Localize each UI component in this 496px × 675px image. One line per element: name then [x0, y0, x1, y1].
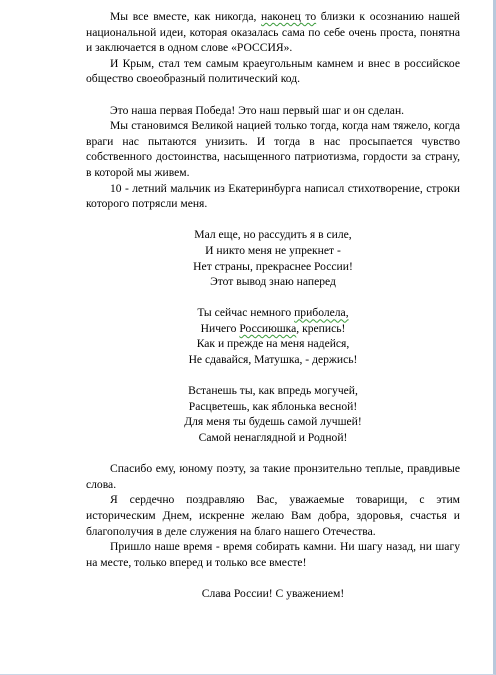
spellcheck-flagged-word[interactable]: приболела, — [294, 306, 349, 320]
paragraph-thanks: Спасибо ему, юному поэту, за такие пронзительно теплые, правдивые слова. — [86, 462, 460, 491]
paragraph-time-to-gather: Пришло наше время - время собирать камни. Ни шагу назад, ни шагу на месте, только вперед и только все вместе! — [86, 540, 460, 569]
paragraph-text: Мы все вместе, как никогда, — [110, 10, 262, 23]
poem-line: Мал еще, но рассудить я в силе, — [194, 228, 352, 242]
poem-line: Для меня ты будешь самой лучшей! — [184, 415, 362, 429]
poem-line — [86, 305, 460, 321]
blank-line — [86, 87, 460, 103]
blank-line — [86, 446, 460, 462]
closing-line: Слава России! С уважением! — [201, 586, 345, 600]
poem-stanza-1 — [86, 227, 460, 289]
poem-text: Ничего — [200, 321, 240, 335]
poem-line: Самой ненаглядной и Родной! — [198, 431, 348, 445]
spellcheck-flagged-word[interactable]: наконец то — [261, 10, 317, 23]
poem-line: И никто меня не упрекнет - — [205, 243, 341, 257]
blank-line — [86, 368, 460, 384]
paragraph-congratulations: Я сердечно поздравляю Вас, уважаемые товарищи, с этим историческим Днем, искренне желаю Вам добра, здоровья, счастья и благополучия в деле служения на благо нашего Отечества. — [86, 493, 460, 538]
blank-line — [86, 570, 460, 586]
paragraph-national-idea — [86, 9, 460, 56]
blank-line — [86, 212, 460, 228]
paragraph-first-victory: Это наша первая Победа! Это наш первый шаг и он сделан. — [110, 103, 405, 117]
document-body — [86, 9, 460, 602]
blank-line — [86, 290, 460, 306]
poem-line: Расцветешь, как яблонька весной! — [188, 399, 358, 413]
paragraph-boy-poem-intro: 10 - летний мальчик из Екатеринбурга написал стихотворение, строки которого потрясли меня. — [86, 181, 460, 211]
paragraph-crimea: И Крым, стал тем самым краеугольным камнем и внес в российское общество своеобразный политический код. — [86, 56, 460, 86]
poem-stanza-2 — [86, 305, 460, 367]
poem-line: Нет страны, прекраснее России! — [193, 259, 353, 273]
poem-stanza-3 — [86, 383, 460, 445]
poem-text: , крепись! — [296, 321, 346, 335]
paragraph-great-nation: Мы становимся Великой нацией только тогда, когда нам тяжело, когда враги нас пытаются унизить. И тогда в нас просыпается чувство собственного достоинства, насыщенного патриотизма, гордости за страну, в которой мы живем. — [86, 119, 460, 179]
poem-line: Встанешь ты, как впредь могучей, — [188, 384, 358, 398]
poem-line: Как и прежде на меня надейся, — [196, 337, 350, 351]
paragraph-text: близки к осознанию нашей национальной идеи, которая оказалась сама по себе очень проста, понятна и заключается в одном слове «РОССИЯ». — [86, 10, 460, 55]
poem-text: Ты сейчас немного — [197, 306, 295, 320]
poem-line: Этот вывод знаю наперед — [210, 275, 336, 289]
poem-line — [86, 321, 460, 337]
poem-line: Не сдавайся, Матушка, - держись! — [188, 353, 358, 367]
spellcheck-flagged-word[interactable]: Россиюшка — [239, 321, 297, 335]
